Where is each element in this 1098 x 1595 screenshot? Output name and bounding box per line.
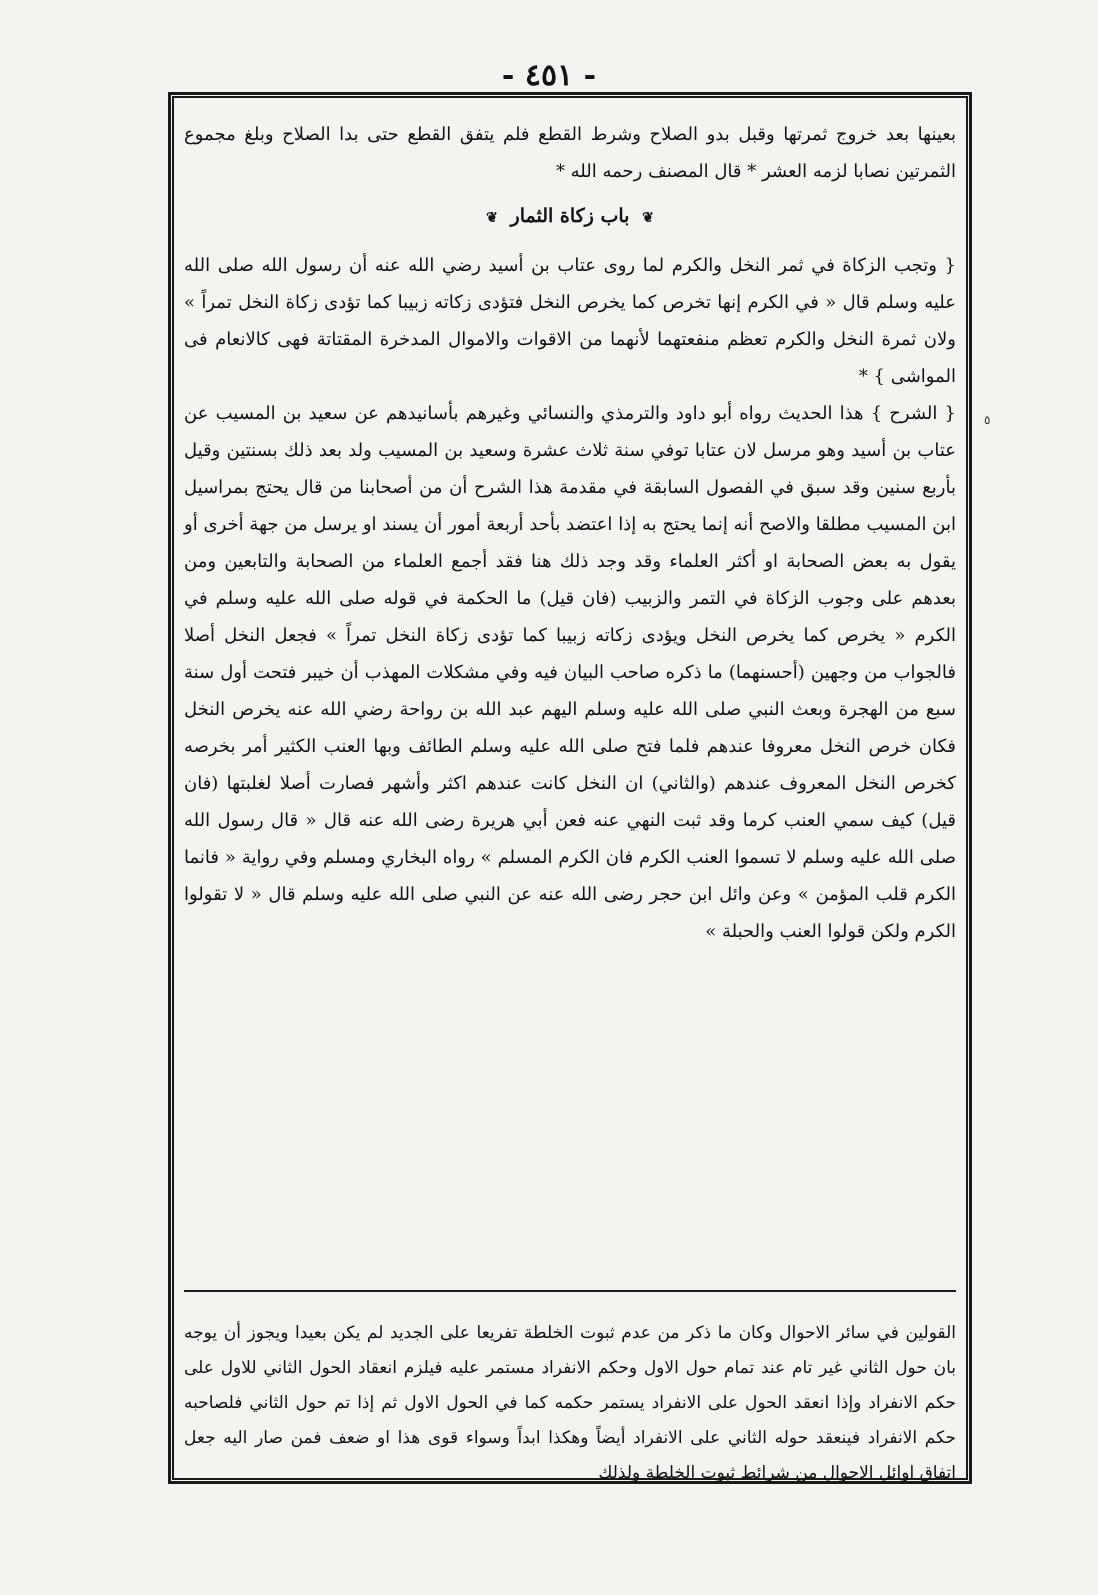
main-paragraph: { الشرح } هذا الحديث رواه أبو داود والترمذي والنسائي وغيرهم بأسانيدهم عن سعيد بن المسيب عن عتاب بن أسيد وهو مرسل لان عتابا توفي سنة ثلاث عشرة وسعيد بن المسيب ولد بعد ذلك بسنتين وقيل بأربع سنين وقد سبق في الفصول السابقة في مقدمة هذا الشرح أن من أصحابنا من قال يحتج بمراسيل ابن المسيب مطلقا والاصح أنه إنما يحتج به إذا اعتضد بأحد أربعة أمور أن يسند او يرسل من جهة أخرى أو يقول به بعض الصحابة او أكثر العلماء وقد وجد ذلك هنا فقد أجمع العلماء من الصحابة والتابعين ومن بعدهم على وجوب الزكاة في التمر والزبيب (فان قيل) ما الحكمة في قوله صلى الله عليه وسلم في الكرم « يخرص كما يخرص النخل ويؤدى زكاته زبيبا كما تؤدى زكاة النخل تمراً » فجعل النخل أصلا فالجواب من وجهين (أحسنهما) ما ذكره صاحب البيان فيه وفي مشكلات المهذب أن خيبر فتحت أول سنة سبع من الهجرة وبعث النبي صلى الله عليه وسلم اليهم عبد الله بن رواحة رضي الله عنه يخرص النخل فكان خرص النخل معروفا عندهم فلما فتح صلى الله عليه وسلم الطائف وبها العنب الكثير أمر بخرصه كخرص النخل المعروف عندهم (والثاني) ان النخل كانت عندهم اكثر وأشهر فصارت أصلا لغلبتها (فان قيل) كيف سمي العنب كرما وقد ثبت النهي عنه فعن أبي هريرة رضى الله عنه قال « قال رسول الله صلى الله عليه وسلم لا تسموا العنب الكرم فان الكرم المسلم » رواه البخاري ومسلم وفي رواية « فانما الكرم قلب المؤمن » وعن وائل ابن حجر رضى الله عنه عن النبي صلى الله عليه وسلم قال « لا تقولوا الكرم ولكن قولوا العنب والحبلة » [184,403,956,942]
text-frame [172,96,968,1483]
footnote-divider [184,1290,956,1292]
main-text-block [184,116,956,950]
ornament-icon: ❦ [486,210,498,226]
page-number: - ٤٥١ - [501,58,597,93]
footnote-block [184,1316,956,1491]
chapter-title: باب زكاة الثمار [510,205,630,227]
margin-mark: ٥ [984,413,991,427]
ornament-icon: ❦ [642,210,654,226]
chapter-heading [184,198,956,237]
main-paragraph: بعينها بعد خروج ثمرتها وقبل بدو الصلاح وشرط القطع فلم يتفق القطع حتى بدا الصلاح وبلغ مجموع الثمرتين نصابا لزمه العشر * قال المصنف رحمه الله * [184,124,956,182]
main-paragraph: { وتجب الزكاة في ثمر النخل والكرم لما روى عتاب بن أسيد رضي الله عنه أن رسول الله صلى الله عليه وسلم قال « في الكرم إنها تخرص كما يخرص النخل فتؤدى زكاته زبيبا كما تؤدى زكاة النخل تمراً » ولان ثمرة النخل والكرم تعظم منفعتهما لأنهما من الاقوات والاموال المدخرة المقتاتة فهى كالانعام فى المواشى } * [184,255,956,387]
footnote-paragraph: القولين في سائر الاحوال وكان ما ذكر من عدم ثبوت الخلطة تفريعا على الجديد لم يكن بعيدا ويجوز أن يوجه بان حول الثاني غير تام عند تمام حول الاول وحكم الانفراد مستمر عليه فيلزم انعقاد الحول الثاني للاول على حكم الانفراد وإذا انعقد الحول على الانفراد يستمر حكمه كما في الحول الاول ثم إذا تم حول الثاني فلصاحبه حكم الانفراد فينعقد حوله الثاني على الانفراد أيضاً وهكذا ابداً وسواء قوى هذا او ضعف فمن صار اليه جعل اتفاق اوائل الاحوال من شرائط ثبوت الخلطة ولذلك [184,1323,956,1483]
